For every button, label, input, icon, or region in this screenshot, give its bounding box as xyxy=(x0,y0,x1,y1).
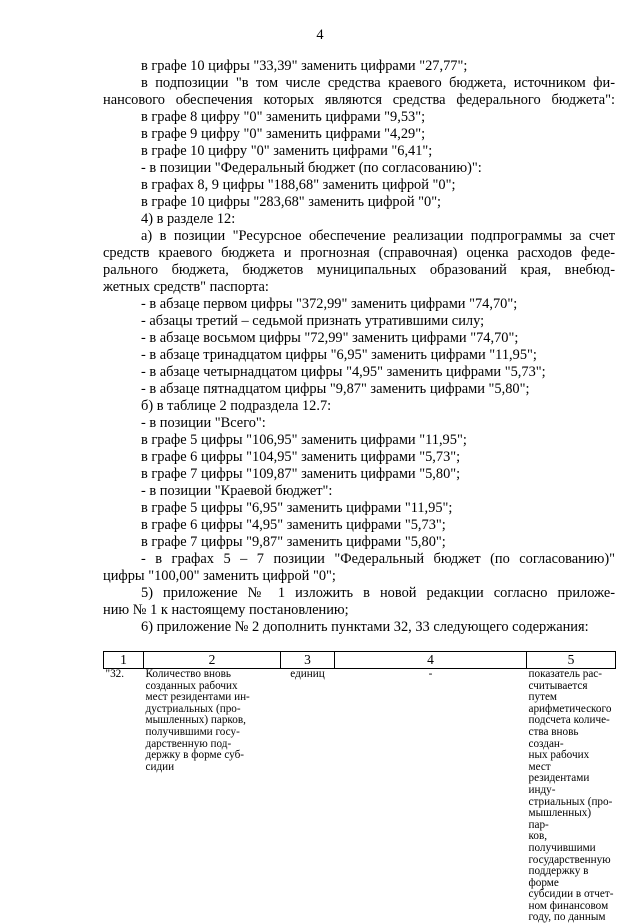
column-number: 3 xyxy=(281,652,335,669)
text-line: 6) приложение № 2 дополнить пунктами 32, 33 следующего содержания: xyxy=(103,619,615,636)
cell-line: получившими госу- xyxy=(146,727,279,739)
cell-line: сидии xyxy=(146,762,279,774)
column-number: 1 xyxy=(104,652,144,669)
indicator-table xyxy=(103,651,616,924)
cell-line: поддержку в форме xyxy=(529,866,614,889)
cell-line: мышленных) пар- xyxy=(529,808,614,831)
text-line: рального бюджета, бюджетов муниципальных образований края, внебюд- xyxy=(103,262,615,279)
table-row xyxy=(104,669,616,924)
cell-line: ства вновь создан- xyxy=(529,727,614,750)
text-line: цифры "100,00" заменить цифрой "0"; xyxy=(103,568,615,585)
text-line: 4) в разделе 12: xyxy=(103,211,615,228)
row-number: "32. xyxy=(104,669,144,924)
text-line: - в абзаце первом цифры "372,99" заменить цифрами "74,70"; xyxy=(103,296,615,313)
column-number: 5 xyxy=(527,652,616,669)
method-cell xyxy=(527,669,616,924)
text-line: в графе 9 цифру "0" заменить цифрами "4,29"; xyxy=(103,126,615,143)
indicator-name xyxy=(144,669,281,924)
cell-line: подсчета количе- xyxy=(529,715,614,727)
cell-line: субсидии в отчет- xyxy=(529,889,614,901)
text-line: б) в таблице 2 подраздела 12.7: xyxy=(103,398,615,415)
column-number: 2 xyxy=(144,652,281,669)
text-line: а) в позиции "Ресурсное обеспечение реализации подпрограммы за счет xyxy=(103,228,615,245)
cell-line: арифметического xyxy=(529,704,614,716)
cell-line: мест резидентами ин- xyxy=(146,692,279,704)
text-line: - абзацы третий – седьмой признать утратившими силу; xyxy=(103,313,615,330)
table-header-row xyxy=(104,652,616,669)
text-line: в подпозиции "в том числе средства краевого бюджета, источником фи- xyxy=(103,75,615,92)
text-line: в графе 10 цифры "283,68" заменить цифрой "0"; xyxy=(103,194,615,211)
text-line: в графе 5 цифры "6,95" заменить цифрами "11,95"; xyxy=(103,500,615,517)
cell-line: показатель рас- xyxy=(529,669,614,681)
text-line: - в позиции "Федеральный бюджет (по согласованию)": xyxy=(103,160,615,177)
text-line: в графе 7 цифры "9,87" заменить цифрами "5,80"; xyxy=(103,534,615,551)
text-line: нию № 1 к настоящему постановлению; xyxy=(103,602,615,619)
text-line: в графе 10 цифру "0" заменить цифрами "6,41"; xyxy=(103,143,615,160)
text-line: - в позиции "Всего": xyxy=(103,415,615,432)
cell-line: дарственную под- xyxy=(146,739,279,751)
cell-line: созданных рабочих xyxy=(146,681,279,693)
cell-line: резидентами инду- xyxy=(529,773,614,796)
text-line: в графе 5 цифры "106,95" заменить цифрами "11,95"; xyxy=(103,432,615,449)
page-number: 4 xyxy=(0,27,640,44)
cell-line: ном финансовом xyxy=(529,901,614,913)
cell-line: государственную xyxy=(529,855,614,867)
cell-line: ных рабочих мест xyxy=(529,750,614,773)
cell-line: дустриальных (про- xyxy=(146,704,279,716)
cell-line: году, по данным xyxy=(529,912,614,924)
text-line: в графе 8 цифру "0" заменить цифрами "9,53"; xyxy=(103,109,615,126)
cell-line: считывается путем xyxy=(529,681,614,704)
text-line: - в абзаце тринадцатом цифры "6,95" заменить цифрами "11,95"; xyxy=(103,347,615,364)
column-number: 4 xyxy=(335,652,527,669)
text-line: - в абзаце пятнадцатом цифры "9,87" заменить цифрами "5,80"; xyxy=(103,381,615,398)
text-line: нансового обеспечения которых являются средства федерального бюджета": xyxy=(103,92,615,109)
text-line: 5) приложение № 1 изложить в новой редакции согласно приложе- xyxy=(103,585,615,602)
cell-line: Количество вновь xyxy=(146,669,279,681)
text-line: в графе 6 цифры "4,95" заменить цифрами "5,73"; xyxy=(103,517,615,534)
cell-line: держку в форме суб- xyxy=(146,750,279,762)
text-line: средств краевого бюджета и прогнозная (справочная) оценка расходов феде- xyxy=(103,245,615,262)
text-line: - в абзаце восьмом цифры "72,99" заменить цифрами "74,70"; xyxy=(103,330,615,347)
text-line: - в позиции "Краевой бюджет": xyxy=(103,483,615,500)
value-cell: - xyxy=(335,669,527,924)
unit-cell: единиц xyxy=(281,669,335,924)
text-line: в графе 6 цифры "104,95" заменить цифрами "5,73"; xyxy=(103,449,615,466)
text-line: в графе 10 цифры "33,39" заменить цифрами "27,77"; xyxy=(103,58,615,75)
text-line: в графах 8, 9 цифры "188,68" заменить цифрой "0"; xyxy=(103,177,615,194)
body-text xyxy=(103,58,615,636)
cell-line: ков, получившими xyxy=(529,831,614,854)
text-line: - в абзаце четырнадцатом цифры "4,95" заменить цифрами "5,73"; xyxy=(103,364,615,381)
text-line: жетных средств" паспорта: xyxy=(103,279,615,296)
cell-line: мышленных) парков, xyxy=(146,715,279,727)
cell-line: стриальных (про- xyxy=(529,797,614,809)
text-line: в графе 7 цифры "109,87" заменить цифрами "5,80"; xyxy=(103,466,615,483)
text-line: - в графах 5 – 7 позиции "Федеральный бюджет (по согласованию)" xyxy=(103,551,615,568)
